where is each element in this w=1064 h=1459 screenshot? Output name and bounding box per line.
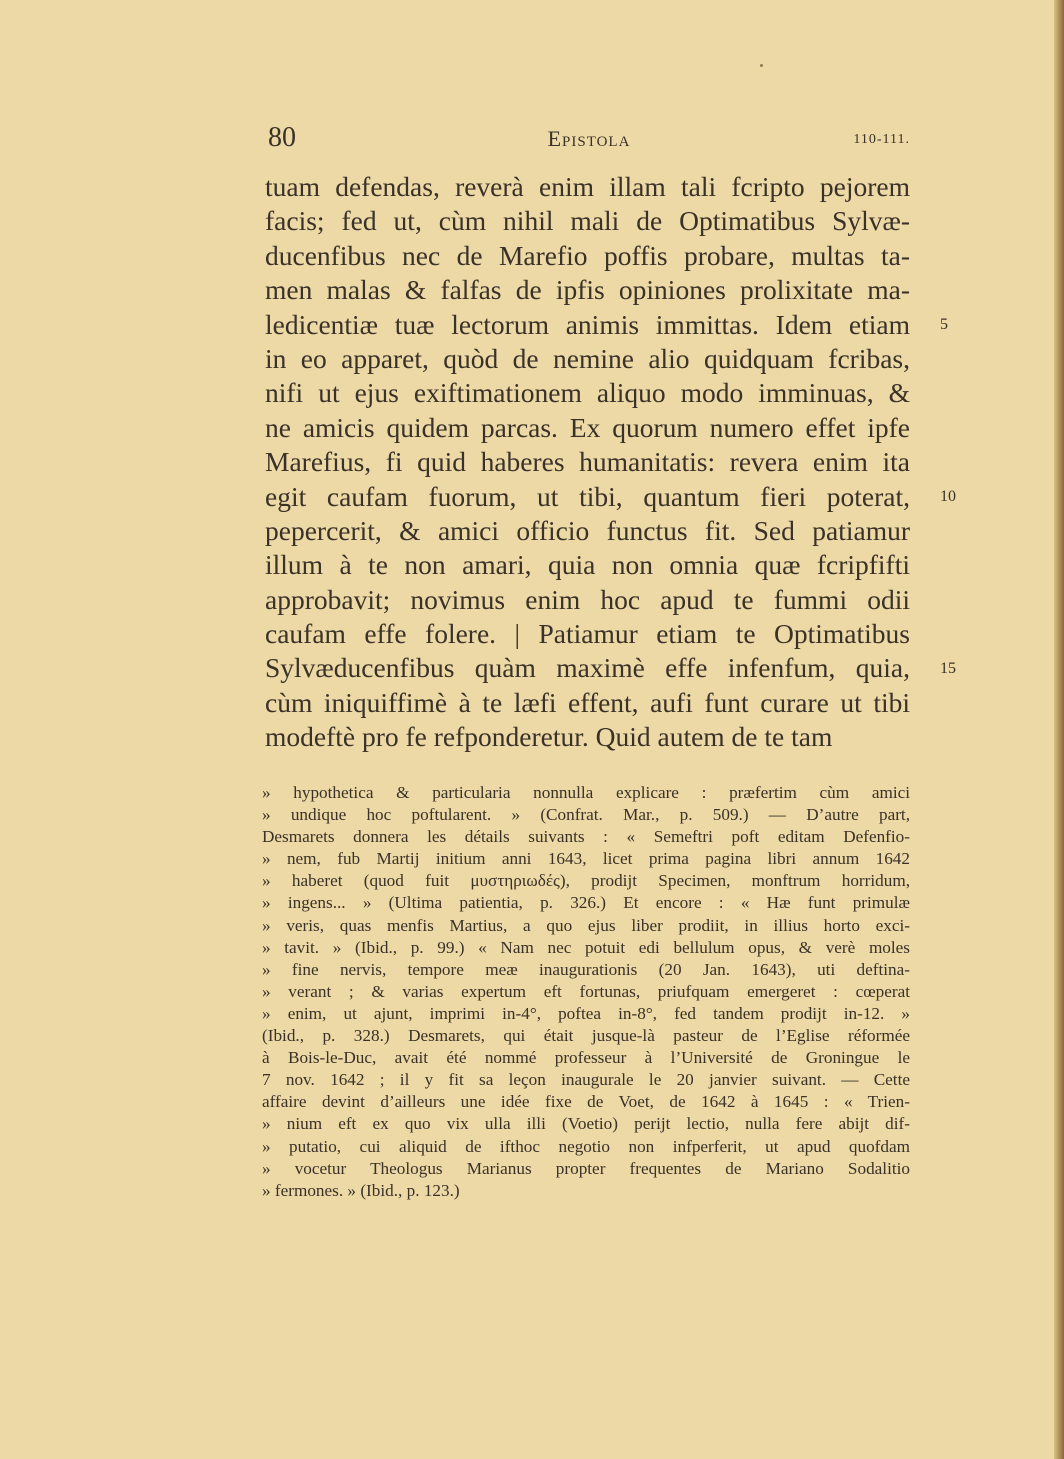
text-line: men malas & falfas de ipfis opiniones prolixitate ma-: [265, 274, 910, 306]
text-line: pepercerit, & amici officio functus fit. Sed patiamur: [265, 514, 910, 546]
running-title: Epistola: [547, 126, 631, 151]
footnote-line: » putatio, cui aliquid de ifthoc negotio non infperferit, ut apud quofdam: [262, 1136, 910, 1156]
text-line: caufam effe folere. | Patiamur etiam te Optimatibus: [265, 618, 910, 650]
text-line: egit caufam fuorum, ut tibi, quantum fieri poterat,: [265, 480, 910, 512]
text-line: facis; fed ut, cùm nihil mali de Optimatibus Sylvæ-: [265, 205, 910, 237]
text-line: cùm iniquiffimè à te læfi effent, aufi funt curare ut tibi: [265, 686, 910, 718]
footnote-line: » veris, quas menfis Martius, a quo ejus liber prodiit, in illius horto exci-: [262, 915, 910, 935]
footnote-line: » fine nervis, tempore meæ inaugurationis (20 Jan. 1643), uti deftina-: [262, 959, 910, 979]
text-line: in eo apparet, quòd de nemine alio quidquam fcribas,: [265, 342, 910, 374]
main-text: [265, 170, 910, 755]
text-line: modeftè pro fe refponderetur. Quid autem de te tam: [265, 721, 833, 753]
footnote-line: » hypothetica & particularia nonnulla explicare : præfertim cùm amici: [262, 783, 910, 802]
page-edge: [1054, 0, 1064, 1459]
text-line: Sylvæducenfibus quàm maximè effe infenfum, quia,: [265, 652, 910, 684]
text-line: ne amicis quidem parcas. Ex quorum numero effet ipfe: [265, 411, 910, 443]
footnote-line: » tavit. » (Ibid., p. 99.) « Nam nec potuit edi bellulum opus, & verè moles: [262, 937, 910, 957]
footnote-line: » nium eft ex quo vix ulla illi (Voetio) perijt lectio, nulla fere abijt dif-: [262, 1114, 910, 1134]
footnote-line: » fermones. » (Ibid., p. 123.): [262, 1180, 460, 1200]
speck-mark: [760, 64, 763, 67]
footnote-line: » haberet (quod fuit μυστηριωδές), prodijt Specimen, monftrum horridum,: [262, 871, 910, 891]
page-range: 110-111.: [853, 132, 910, 147]
footnotes: [262, 782, 910, 1202]
footnote-line: » enim, ut ajunt, imprimi in-4°, poftea in-8°, fed tandem prodijt in-12. »: [262, 1003, 910, 1023]
margin-number: 5: [940, 316, 948, 333]
page-header: [268, 122, 910, 158]
footnote-line: » undique hoc poftularent. » (Confrat. Mar., p. 509.) — D’autre part,: [262, 805, 910, 825]
text-line: approbavit; novimus enim hoc apud te fummi odii: [265, 583, 910, 615]
footnote-line: » vocetur Theologus Marianus propter frequentes de Mariano Sodalitio: [262, 1158, 910, 1178]
footnote-line: 7 nov. 1642 ; il y fit sa leçon inaugurale le 20 janvier suivant. — Cette: [262, 1070, 910, 1090]
text-line: ducenfibus nec de Marefio poffis probare, multas ta-: [265, 239, 910, 271]
footnote-line: affaire devint d’ailleurs une idée fixe de Voet, de 1642 à 1645 : « Trien-: [262, 1092, 910, 1112]
footnote-line: (Ibid., p. 328.) Desmarets, qui était jusque-là pasteur de l’Eglise réformée: [262, 1026, 910, 1046]
text-line: tuam defendas, reverà enim illam tali fcripto pejorem: [265, 171, 910, 202]
footnote-line: » verant ; & varias expertum eft fortunas, priufquam emergeret : cœperat: [262, 981, 910, 1001]
margin-number: 15: [940, 660, 956, 677]
text-line: ledicentiæ tuæ lectorum animis immittas. Idem etiam: [265, 308, 910, 340]
footnote-line: » nem, fub Martij initium anni 1643, licet prima pagina libri annum 1642: [262, 849, 910, 869]
footnote-line: à Bois-le-Duc, avait été nommé professeur à l’Université de Groningue le: [262, 1048, 910, 1068]
footnote-line: Desmarets donnera les détails suivants : « Semeftri poft editam Defenfio-: [262, 827, 910, 847]
text-line: nifi ut ejus exiftimationem aliquo modo imminuas, &: [265, 377, 910, 409]
footnote-line: » ingens... » (Ultima patientia, p. 326.) Et encore : « Hæ funt primulæ: [262, 893, 910, 913]
page-number: 80: [268, 122, 296, 153]
text-line: illum à te non amari, quia non omnia quæ fcripfifti: [265, 549, 910, 581]
text-line: Marefius, fi quid haberes humanitatis: revera enim ita: [265, 446, 910, 478]
margin-number: 10: [940, 488, 956, 505]
